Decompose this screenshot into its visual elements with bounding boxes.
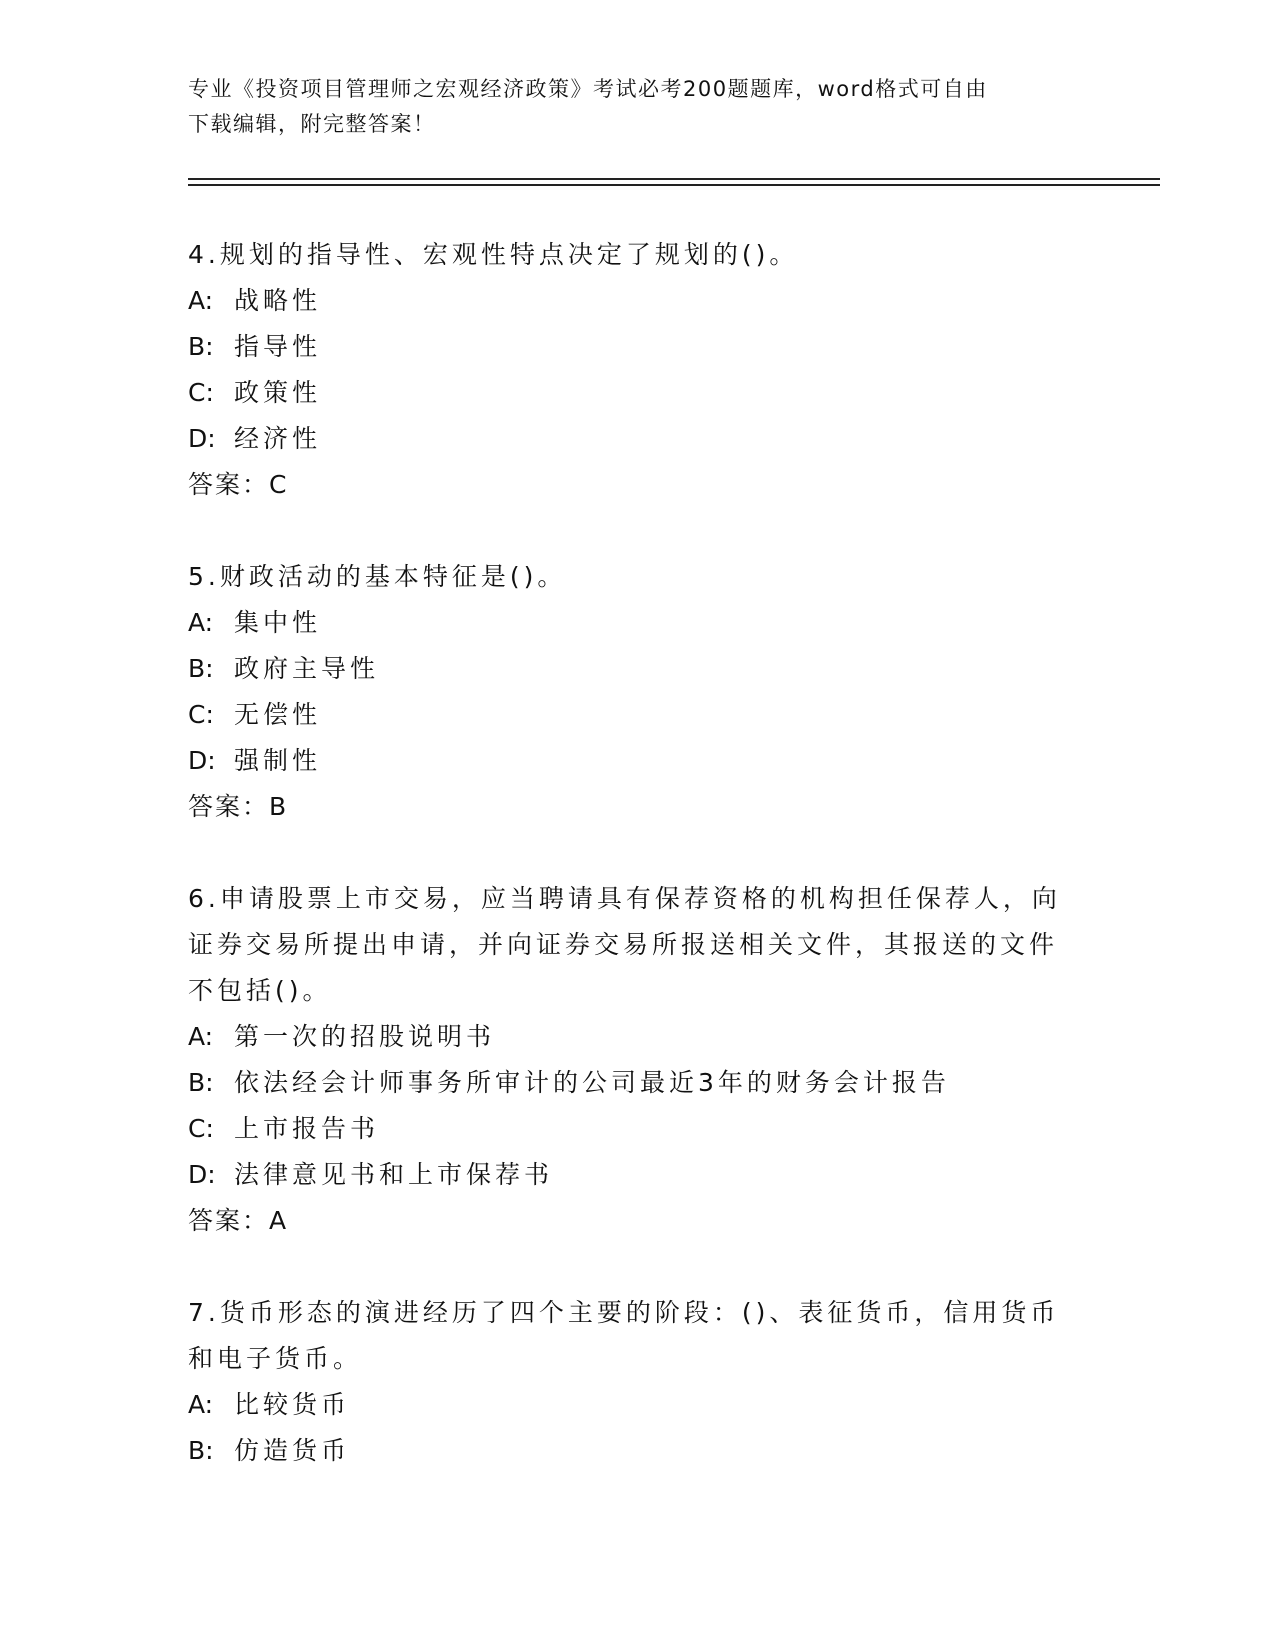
answer-option — [188, 1152, 1088, 1198]
option-letter: B: — [188, 1436, 214, 1465]
option-letter: C: — [188, 378, 214, 407]
option-text: 指导性 — [234, 332, 322, 361]
option-letter: B: — [188, 332, 214, 361]
option-letter: D: — [188, 746, 216, 775]
option-text: 法律意见书和上市保荐书 — [234, 1160, 554, 1189]
answer-key: 答案：B — [188, 792, 289, 821]
option-text: 集中性 — [234, 608, 322, 637]
option-letter: D: — [188, 424, 216, 453]
question-block — [188, 1290, 1088, 1474]
header-divider-bottom — [188, 184, 1160, 186]
answer-option — [188, 1106, 1088, 1152]
option-text: 政府主导性 — [234, 654, 380, 683]
question-stem-line: 不包括()。 — [188, 976, 332, 1005]
question-stem-line: 5.财政活动的基本特征是()。 — [188, 562, 567, 591]
answer-key: 答案：A — [188, 1206, 289, 1235]
question-list — [188, 232, 1088, 1520]
option-text: 依法经会计师事务所审计的公司最近3年的财务会计报告 — [234, 1068, 950, 1097]
option-letter: B: — [188, 1068, 214, 1097]
question-block — [188, 554, 1088, 830]
header-line-2: 下载编辑，附完整答案！ — [188, 112, 436, 136]
option-letter: A: — [188, 286, 214, 315]
answer-option — [188, 692, 1088, 738]
header-line-1: 专业《投资项目管理师之宏观经济政策》考试必考200题题库，word格式可自由 — [188, 77, 988, 101]
answer-option — [188, 646, 1088, 692]
option-letter: A: — [188, 1390, 214, 1419]
option-text: 政策性 — [234, 378, 322, 407]
answer-option — [188, 1014, 1088, 1060]
option-text: 经济性 — [234, 424, 322, 453]
option-letter: B: — [188, 654, 214, 683]
answer-key: 答案：C — [188, 470, 289, 499]
answer-option — [188, 600, 1088, 646]
option-letter: A: — [188, 608, 214, 637]
question-stem-line: 4.规划的指导性、宏观性特点决定了规划的()。 — [188, 240, 799, 269]
document-header — [188, 72, 1088, 142]
option-letter: A: — [188, 1022, 214, 1051]
option-text: 比较货币 — [234, 1390, 351, 1419]
option-letter: C: — [188, 700, 214, 729]
header-divider-top — [188, 178, 1160, 180]
question-stem-line: 6.申请股票上市交易，应当聘请具有保荐资格的机构担任保荐人，向 — [188, 884, 1061, 913]
option-letter: D: — [188, 1160, 216, 1189]
question-stem-line: 7.货币形态的演进经历了四个主要的阶段：()、表征货币，信用货币 — [188, 1298, 1060, 1327]
option-text: 强制性 — [234, 746, 322, 775]
option-text: 仿造货币 — [234, 1436, 351, 1465]
question-stem-line: 证券交易所提出申请，并向证券交易所报送相关文件，其报送的文件 — [188, 930, 1059, 959]
option-text: 战略性 — [234, 286, 322, 315]
answer-option — [188, 324, 1088, 370]
answer-option — [188, 416, 1088, 462]
question-stem-line: 和电子货币。 — [188, 1344, 363, 1373]
answer-option — [188, 1382, 1088, 1428]
answer-option — [188, 738, 1088, 784]
answer-option — [188, 370, 1088, 416]
option-text: 第一次的招股说明书 — [234, 1022, 496, 1051]
question-block — [188, 232, 1088, 508]
answer-option — [188, 278, 1088, 324]
answer-option — [188, 1060, 1088, 1106]
answer-option — [188, 1428, 1088, 1474]
option-text: 无偿性 — [234, 700, 322, 729]
question-block — [188, 876, 1088, 1244]
option-letter: C: — [188, 1114, 214, 1143]
option-text: 上市报告书 — [234, 1114, 380, 1143]
